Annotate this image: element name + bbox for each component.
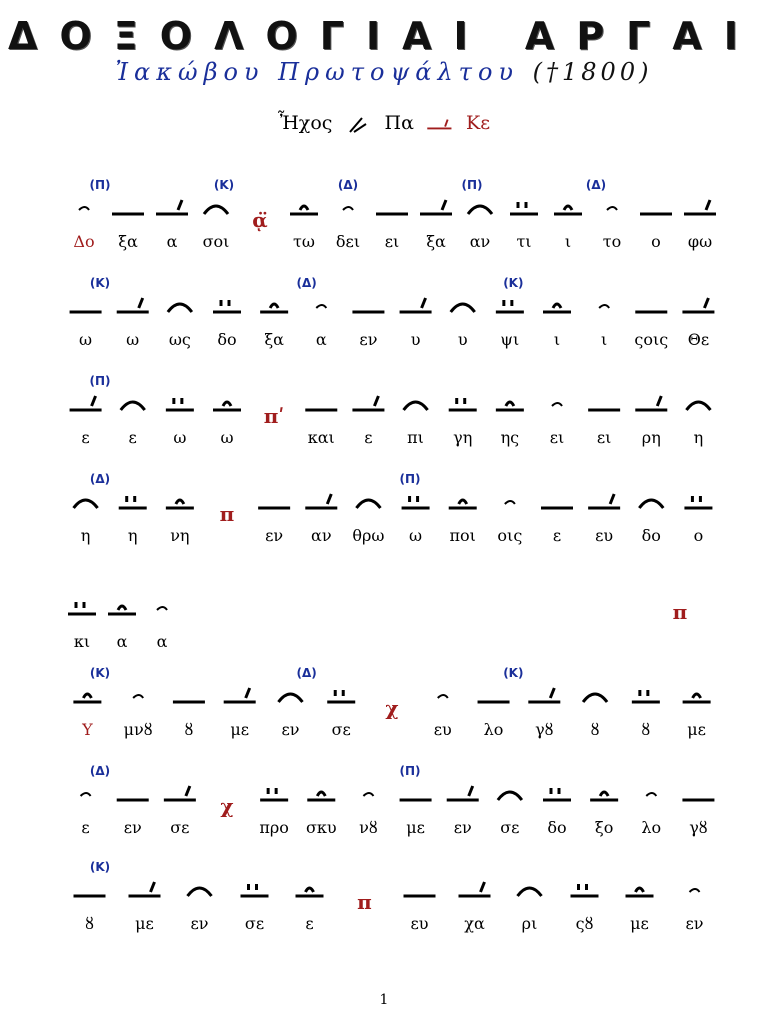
syllable: ει: [596, 428, 612, 447]
kentema-neume: [682, 298, 714, 312]
kentema-neume: [156, 200, 188, 214]
neume-line: [40, 278, 730, 328]
ison-neume: [307, 792, 335, 800]
syllable: ε: [81, 428, 90, 447]
syllable: πι: [407, 428, 424, 447]
apostrophos-neume: [79, 207, 89, 210]
syllable: σοι: [202, 232, 230, 251]
syllable: λο: [483, 720, 504, 739]
syllable: σε: [500, 818, 520, 837]
kentema-neume: [528, 688, 560, 702]
phthora-sign: (Δ): [296, 276, 317, 290]
phthora-sign: (Π): [399, 472, 421, 486]
composer-date: (†1800): [532, 58, 653, 86]
syllable: ȣ: [184, 720, 194, 739]
martyria-sign: χ: [385, 696, 399, 720]
syllable: ο: [651, 232, 661, 251]
syllable: ε: [552, 526, 562, 545]
neume-line: [40, 180, 730, 230]
syllable: χα: [464, 914, 485, 933]
composer-line: [0, 58, 768, 86]
ison-neume: [73, 694, 101, 702]
ison-neume: [260, 304, 288, 312]
kentema-neume: [684, 200, 716, 214]
kentema-neume: [447, 786, 479, 800]
kentema-neume: [70, 396, 102, 410]
syllable: ε: [305, 914, 314, 933]
syllable: δει: [335, 232, 361, 251]
syllable: με: [687, 720, 706, 739]
syllable: ο: [693, 526, 704, 545]
klasma-neume: [260, 788, 288, 800]
syllable: ψι: [500, 330, 520, 349]
syllable-line: [40, 720, 730, 742]
syllable: α: [116, 632, 128, 651]
syllable: Θε: [687, 330, 710, 349]
petaste-neume: [188, 888, 212, 896]
syllable: ξο: [594, 818, 614, 837]
phthora-sign: (Π): [461, 178, 483, 192]
apostrophos-neume: [316, 305, 326, 308]
staff-row: [40, 474, 730, 552]
phthora-sign: (Δ): [337, 178, 359, 192]
petaste-neume: [204, 206, 228, 214]
staff-row: [40, 180, 730, 258]
syllable: υ: [457, 330, 468, 349]
staff-row: [40, 580, 730, 658]
phthora-sign: (Δ): [296, 666, 317, 680]
klasma-neume: [68, 602, 96, 614]
syllable: Υ: [82, 720, 93, 739]
phthora-sign: (Κ): [503, 276, 524, 290]
syllable: σε: [170, 818, 190, 837]
syllable: ȣ: [85, 914, 94, 933]
apostrophos-neume: [438, 695, 448, 698]
syllable: ης: [500, 428, 520, 447]
mode-ke: Κε: [466, 112, 491, 134]
syllable-line: [40, 330, 730, 352]
petaste-neume: [74, 500, 98, 508]
syllable: προ: [259, 818, 289, 837]
klasma-neume: [632, 690, 660, 702]
syllable: ευ: [433, 720, 452, 739]
klasma-neume: [571, 884, 599, 896]
syllable: ρη: [641, 428, 661, 447]
staff-row: [40, 278, 730, 356]
phthora-sign: (Δ): [585, 178, 607, 192]
syllable: ευ: [410, 914, 429, 933]
apostrophos-neume: [363, 793, 373, 796]
syllable: οις: [497, 526, 523, 545]
martyria-sign: π: [357, 890, 372, 914]
klasma-neume: [543, 788, 571, 800]
syllable: ως: [168, 330, 191, 349]
syllable: γȣ: [535, 720, 554, 739]
martyria-sign: ᾳ̈: [252, 208, 268, 232]
syllable: ει: [549, 428, 565, 447]
apostrophos-neume: [646, 793, 656, 796]
syllable: το: [602, 232, 622, 251]
syllable: η: [127, 526, 138, 545]
petaste-neume: [451, 304, 475, 312]
syllable-line: [40, 632, 730, 654]
syllable: με: [230, 720, 250, 739]
phthora-sign: (Κ): [89, 276, 111, 290]
apostrophos-neume: [81, 793, 91, 796]
syllable: τω: [293, 232, 315, 251]
neume-line: [40, 862, 730, 912]
syllable: ȣ: [590, 720, 600, 739]
syllable: εν: [123, 818, 142, 837]
phthora-sign: (Κ): [89, 860, 111, 874]
klasma-neume: [402, 496, 430, 508]
phthora-sign: (Δ): [89, 764, 111, 778]
kentema-neume: [635, 396, 667, 410]
ison-neume: [449, 500, 477, 508]
phthora-sign: (Κ): [503, 666, 524, 680]
syllable: ι: [601, 330, 608, 349]
petaste-neume: [518, 888, 542, 896]
mode-label: Ἦχος: [277, 112, 333, 134]
apostrophos-neume: [157, 607, 167, 610]
syllable: με: [630, 914, 649, 933]
kentema-neume: [117, 298, 149, 312]
syllable: εν: [281, 720, 300, 739]
klasma-neume: [213, 300, 241, 312]
petaste-neume: [168, 304, 192, 312]
syllable: α: [315, 330, 327, 349]
ison-neume: [554, 206, 582, 214]
syllable: ε: [81, 818, 90, 837]
kentema-neume: [164, 786, 196, 800]
syllable: ςοις: [634, 330, 669, 349]
klasma-neume: [449, 398, 477, 410]
syllable: ω: [220, 428, 234, 447]
ison-neume: [213, 402, 241, 410]
syllable-line: [40, 914, 730, 936]
mode-pa: Πα: [384, 112, 414, 134]
syllable-line: [40, 428, 730, 450]
syllable: α: [166, 232, 178, 251]
syllable: υ: [410, 330, 421, 349]
syllable: λο: [641, 818, 662, 837]
syllable: κι: [73, 632, 91, 651]
syllable: με: [135, 914, 154, 933]
syllable: α: [156, 632, 168, 651]
ison-neume: [108, 606, 136, 614]
neume-line: [40, 580, 730, 630]
phthora-sign: (Π): [89, 178, 111, 192]
staff-row: [40, 862, 730, 940]
kentema-neume: [352, 396, 384, 410]
klasma-neume: [119, 496, 147, 508]
syllable: σε: [331, 720, 351, 739]
ison-neume: [496, 402, 524, 410]
syllable: ι: [564, 232, 572, 251]
syllable: ξα: [118, 232, 138, 251]
kentema-neume: [129, 882, 161, 896]
kentema-neume: [305, 494, 337, 508]
petaste-neume: [278, 694, 302, 702]
syllable: ευ: [595, 526, 614, 545]
syllable: γη: [453, 428, 473, 447]
syllable: θρω: [352, 526, 385, 545]
apostrophos-neume: [607, 207, 617, 210]
syllable-line: [40, 232, 730, 254]
neume-line: [40, 474, 730, 524]
syllable: ω: [173, 428, 187, 447]
kentema-neume: [459, 882, 491, 896]
composer-name: Ἰακώβου Πρωτοψάλτου: [115, 58, 519, 86]
ison-neume: [296, 888, 324, 896]
syllable: νη: [170, 526, 190, 545]
syllable: δο: [547, 818, 567, 837]
klasma-neume: [510, 202, 538, 214]
petaste-neume: [583, 694, 607, 702]
apostrophos-neume: [505, 501, 515, 504]
phthora-sign: (Κ): [213, 178, 235, 192]
syllable-line: [40, 526, 730, 548]
syllable: γȣ: [689, 818, 708, 837]
syllable: η: [80, 526, 91, 545]
syllable: εν: [453, 818, 472, 837]
martyria-sign-end: π: [672, 600, 688, 624]
syllable: ω: [409, 526, 423, 545]
kentema-neume: [224, 688, 256, 702]
syllable: εν: [359, 330, 378, 349]
petaste-neume: [639, 500, 663, 508]
syllable: σκυ: [305, 818, 337, 837]
martyria-sign: χ: [220, 794, 234, 818]
kentema-neume: [420, 200, 452, 214]
neume-line: [40, 766, 730, 816]
apostrophos-neume: [690, 889, 700, 892]
syllable: τι: [516, 232, 532, 251]
phthora-sign: (Κ): [89, 666, 111, 680]
klasma-neume: [166, 398, 194, 410]
syllable: εν: [190, 914, 209, 933]
page-number: 1: [379, 992, 389, 1008]
neume-line: [40, 376, 730, 426]
martyria-sign: π: [219, 502, 235, 526]
page-title: ΔΟΞΟΛΟΓΙΑΙ ΑΡΓΑΙ: [8, 14, 760, 58]
ison-neume: [166, 500, 194, 508]
petaste-neume: [404, 402, 428, 410]
klasma-neume: [496, 300, 524, 312]
syllable: δο: [217, 330, 237, 349]
ison-neume: [290, 206, 318, 214]
syllable: αν: [469, 232, 491, 251]
ison-neume: [590, 792, 618, 800]
syllable: ρι: [521, 914, 538, 933]
syllable: και: [307, 428, 335, 447]
phthora-sign: (Π): [89, 374, 111, 388]
apostrophos-neume: [552, 403, 562, 406]
syllable: εν: [685, 914, 704, 933]
syllable: νȣ: [359, 818, 378, 837]
martyria-sign: πʹ: [263, 404, 285, 428]
syllable: ι: [553, 330, 561, 349]
syllable: Δο: [73, 232, 95, 251]
petaste-neume: [498, 792, 522, 800]
syllable: φω: [687, 232, 713, 251]
syllable-line: [40, 818, 730, 840]
phthora-sign: (Π): [399, 764, 421, 778]
ison-neume: [626, 888, 654, 896]
syllable: ξα: [426, 232, 446, 251]
syllable: η: [693, 428, 704, 447]
syllable: δο: [641, 526, 661, 545]
syllable: ει: [384, 232, 400, 251]
syllable: με: [406, 818, 425, 837]
apostrophos-neume: [133, 695, 143, 698]
petaste-neume: [468, 206, 492, 214]
klasma-neume: [684, 496, 712, 508]
petaste-neume: [121, 402, 145, 410]
mode-line: [0, 112, 768, 134]
klasma-neume: [327, 690, 355, 702]
syllable: ξα: [264, 330, 284, 349]
mode-sign-icon: [344, 114, 372, 134]
syllable: σε: [244, 914, 265, 933]
ison-neume: [683, 694, 711, 702]
syllable: ε: [364, 428, 373, 447]
syllable: ω: [79, 330, 93, 349]
syllable: εν: [265, 526, 284, 545]
syllable: ποι: [449, 526, 476, 545]
petaste-neume: [356, 500, 380, 508]
syllable: ȣ: [641, 720, 651, 739]
apostrophos-neume: [343, 207, 353, 210]
ison-neume: [543, 304, 571, 312]
petaste-neume: [686, 402, 710, 410]
phthora-sign: (Δ): [89, 472, 111, 486]
staff-row: [40, 376, 730, 454]
syllable: ςȣ: [575, 914, 594, 933]
staff-row: [40, 668, 730, 746]
syllable: αν: [311, 526, 332, 545]
kentema-neume: [588, 494, 620, 508]
staff-row: [40, 766, 730, 844]
oligon-icon: [426, 114, 454, 134]
syllable: ω: [126, 330, 140, 349]
syllable: μνȣ: [123, 720, 153, 739]
kentema-neume: [400, 298, 432, 312]
syllable: ε: [128, 428, 137, 447]
klasma-neume: [241, 884, 269, 896]
apostrophos-neume: [599, 305, 609, 308]
